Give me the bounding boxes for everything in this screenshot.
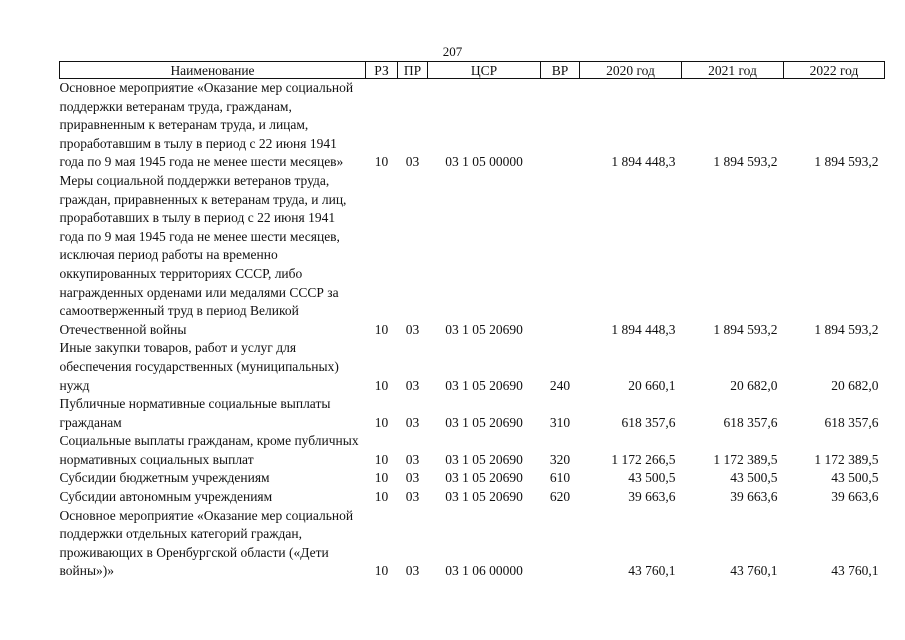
- table-row: [60, 432, 885, 469]
- row-pr: 03: [405, 154, 420, 170]
- row-vr: [541, 79, 580, 172]
- row-rz: 10: [374, 154, 389, 170]
- row-vr: 310: [549, 414, 571, 430]
- table-row: [60, 488, 885, 507]
- row-pr: 03: [405, 563, 420, 579]
- row-amount-2021: 43 760,1: [730, 563, 778, 579]
- row-amount-2021: 1 894 593,2: [713, 321, 778, 337]
- page-number: 207: [442, 44, 463, 59]
- row-pr: 03: [405, 470, 420, 486]
- row-amount-2022: 20 682,0: [831, 377, 879, 393]
- row-rz: 10: [374, 414, 389, 430]
- row-name: Основное мероприятие «Оказание мер социальной поддержки ветеранам труда, гражданам, приравненным к ветеранам труда, и лицам, проработавшим в тылу в период с 22 июня 1941 года по 9 мая 1945 года не менее шести месяцев»: [59, 80, 354, 170]
- row-amount-2020: 43 500,5: [628, 470, 676, 486]
- row-amount-2020: 1 172 266,5: [611, 451, 676, 467]
- row-amount-2021: 1 172 389,5: [713, 451, 778, 467]
- row-vr: [541, 507, 580, 581]
- row-amount-2020: 39 663,6: [628, 489, 676, 505]
- row-csr: 03 1 05 20690: [445, 377, 523, 393]
- header-pr: ПР: [398, 62, 428, 79]
- row-amount-2020: 618 357,6: [621, 414, 676, 430]
- row-amount-2021: 39 663,6: [730, 489, 778, 505]
- row-amount-2022: 43 760,1: [831, 563, 879, 579]
- table-row: [60, 469, 885, 488]
- row-rz: 10: [374, 377, 389, 393]
- row-amount-2022: 1 172 389,5: [814, 451, 879, 467]
- row-pr: 03: [405, 321, 420, 337]
- table-row: [60, 172, 885, 339]
- row-csr: 03 1 05 20690: [445, 321, 523, 337]
- table-header-row: [60, 62, 885, 79]
- row-rz: 10: [374, 470, 389, 486]
- row-csr: 03 1 05 20690: [445, 489, 523, 505]
- row-vr: 320: [549, 451, 571, 467]
- row-pr: 03: [405, 414, 420, 430]
- row-rz: 10: [374, 451, 389, 467]
- row-pr: 03: [405, 377, 420, 393]
- row-amount-2022: 1 894 593,2: [814, 154, 879, 170]
- header-2022: 2022 год: [784, 62, 885, 79]
- table-row: [60, 339, 885, 395]
- row-vr: 240: [549, 377, 571, 393]
- row-pr: 03: [405, 489, 420, 505]
- table-row: [60, 79, 885, 172]
- row-amount-2021: 20 682,0: [730, 377, 778, 393]
- row-csr: 03 1 05 20690: [445, 451, 523, 467]
- row-amount-2020: 20 660,1: [628, 377, 676, 393]
- row-amount-2021: 618 357,6: [723, 414, 778, 430]
- row-csr: 03 1 05 20690: [445, 470, 523, 486]
- row-name: Иные закупки товаров, работ и услуг для обеспечения государственных (муниципальных) нужд: [59, 340, 339, 393]
- row-name: Субсидии автономным учреждениям: [59, 489, 273, 505]
- table-row: [60, 395, 885, 432]
- header-csr: ЦСР: [428, 62, 541, 79]
- row-amount-2020: 1 894 448,3: [611, 154, 676, 170]
- row-csr: 03 1 06 00000: [445, 563, 523, 579]
- row-vr: 620: [549, 489, 571, 505]
- row-csr: 03 1 05 00000: [445, 154, 523, 170]
- row-amount-2022: 1 894 593,2: [814, 321, 879, 337]
- header-2021: 2021 год: [682, 62, 784, 79]
- row-name: Социальные выплаты гражданам, кроме публичных нормативных социальных выплат: [59, 433, 359, 467]
- row-name: Публичные нормативные социальные выплаты гражданам: [59, 396, 331, 430]
- row-name: Субсидии бюджетным учреждениям: [59, 470, 270, 486]
- header-vr: ВР: [541, 62, 580, 79]
- row-amount-2021: 1 894 593,2: [713, 154, 778, 170]
- row-amount-2022: 43 500,5: [831, 470, 879, 486]
- row-name: Основное мероприятие «Оказание мер социальной поддержки отдельных категорий граждан, проживающих в Оренбургской области («Дети войны»)»: [59, 507, 354, 579]
- row-vr: 610: [549, 470, 571, 486]
- header-rz: РЗ: [366, 62, 398, 79]
- budget-table: [59, 61, 885, 581]
- row-amount-2020: 43 760,1: [628, 563, 676, 579]
- row-amount-2021: 43 500,5: [730, 470, 778, 486]
- header-2020: 2020 год: [580, 62, 682, 79]
- row-rz: 10: [374, 563, 389, 579]
- header-name: Наименование: [60, 62, 366, 79]
- row-amount-2022: 618 357,6: [824, 414, 879, 430]
- row-name: Меры социальной поддержки ветеранов труда, граждан, приравненных к ветеранам труда, и лиц, проработавших в тылу в период с 22 июня 1941 года по 9 мая 1945 года не менее шести месяцев, исключая период работы на временно оккупированных территориях СССР, либо награжденных орденами или медалями СССР за самоотверженный труд в период Великой Отечественной войны: [59, 172, 347, 337]
- row-rz: 10: [374, 321, 389, 337]
- row-pr: 03: [405, 451, 420, 467]
- row-vr: [541, 172, 580, 339]
- row-amount-2022: 39 663,6: [831, 489, 879, 505]
- row-csr: 03 1 05 20690: [445, 414, 523, 430]
- row-amount-2020: 1 894 448,3: [611, 321, 676, 337]
- table-row: [60, 507, 885, 581]
- row-rz: 10: [374, 489, 389, 505]
